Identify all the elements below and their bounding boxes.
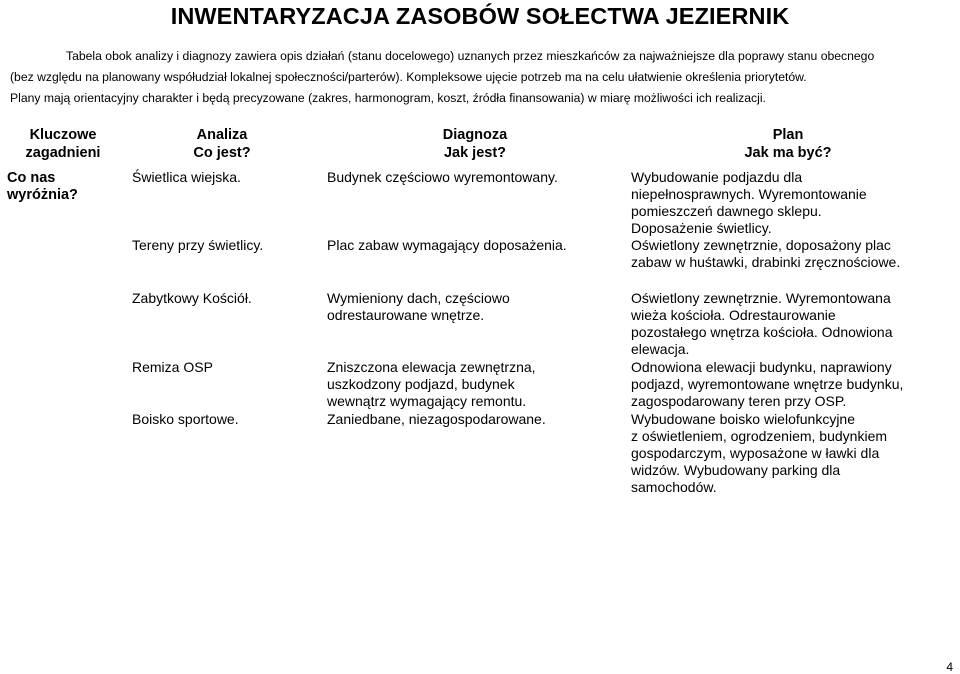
row3-diagnosis-line: odrestaurowane wnętrze. (327, 307, 485, 323)
row4-plan-line: Odnowiona elewacji budynku, naprawiony (631, 359, 892, 375)
row1-plan-line: niepełnosprawnych. Wyremontowanie (631, 186, 867, 202)
row4-diagnosis-line: wewnątrz wymagający remontu. (327, 393, 527, 409)
header-diagnosis-question: Jak jest? (443, 145, 507, 161)
row3-plan-line: wieża kościoła. Odrestaurowanie (631, 307, 836, 323)
row5-plan-line: samochodów. (631, 479, 717, 495)
row5-plan-line: Wybudowane boisko wielofunkcyjne (631, 411, 855, 427)
intro-line: Plany mają orientacyjny charakter i będą precyzowane (zakres, harmonogram, koszt, źródła finansowania) w miarę możliwości ich realizacji. (10, 90, 766, 105)
section-label-line1: Co nas (7, 170, 56, 186)
row4-diagnosis-line: uszkodzony podjazd, budynek (327, 376, 515, 392)
intro-line: (bez względu na planowany współudział lokalnej społeczności/parterów). Kompleksowe ujęcie potrzeb ma na celu ułatwienie określenia priorytetów. (10, 69, 807, 84)
header-analysis: Analiza (196, 127, 248, 143)
header-plan: Plan (772, 127, 804, 143)
row4-plan-line: zagospodarowany teren przy OSP. (631, 393, 847, 409)
row3-plan-line: pozostałego wnętrza kościoła. Odnowiona (631, 324, 893, 340)
intro-line: Tabela obok analizy i diagnozy zawiera opis działań (stanu docelowego) uznanych przez mieszkańców za najważniejsze dla poprawy stanu obecnego (66, 49, 875, 63)
header-plan-question: Jak ma być? (744, 145, 832, 161)
row1-plan-line: pomieszczeń dawnego sklepu. (631, 203, 822, 219)
row2-plan-line: zabaw w huśtawki, drabinki zręcznościowe. (631, 254, 901, 270)
row3-plan-line: elewacja. (631, 341, 690, 357)
row3-diagnosis-line: Wymieniony dach, częściowo (327, 290, 510, 306)
row2-analysis: Tereny przy świetlicy. (132, 237, 264, 253)
row1-analysis: Świetlica wiejska. (132, 169, 241, 185)
row5-plan-line: widzów. Wybudowany parking dla (631, 462, 841, 478)
row5-plan-line: gospodarczym, wyposażone w ławki dla (631, 445, 880, 461)
row5-diagnosis: Zaniedbane, niezagospodarowane. (327, 411, 546, 427)
row2-diagnosis: Plac zabaw wymagający doposażenia. (327, 237, 567, 253)
row4-diagnosis-line: Zniszczona elewacja zewnętrzna, (327, 359, 536, 375)
header-key-issues-line1: Kluczowe (29, 127, 97, 143)
section-label-line2: wyróżnia? (7, 187, 78, 203)
row2-plan-line: Oświetlony zewnętrznie, doposażony plac (631, 237, 891, 253)
row5-plan-line: z oświetleniem, ogrodzeniem, budynkiem (631, 428, 888, 444)
row3-analysis: Zabytkowy Kościół. (132, 290, 252, 306)
page-number: 4 (946, 660, 953, 674)
row1-plan-line: Doposażenie świetlicy. (631, 220, 772, 236)
header-key-issues-line2: zagadnieni (25, 145, 101, 161)
row5-analysis: Boisko sportowe. (132, 411, 239, 427)
row3-plan-line: Oświetlony zewnętrznie. Wyremontowana (631, 290, 891, 306)
row1-diagnosis: Budynek częściowo wyremontowany. (327, 169, 558, 185)
row4-plan-line: podjazd, wyremontowane wnętrze budynku, (631, 376, 904, 392)
header-diagnosis: Diagnoza (442, 127, 508, 143)
row4-analysis: Remiza OSP (132, 359, 213, 375)
page-title: INWENTARYZACJA ZASOBÓW SOŁECTWA JEZIERNIK (170, 3, 790, 29)
header-analysis-question: Co jest? (193, 145, 251, 161)
row1-plan-line: Wybudowanie podjazdu dla (631, 169, 803, 185)
